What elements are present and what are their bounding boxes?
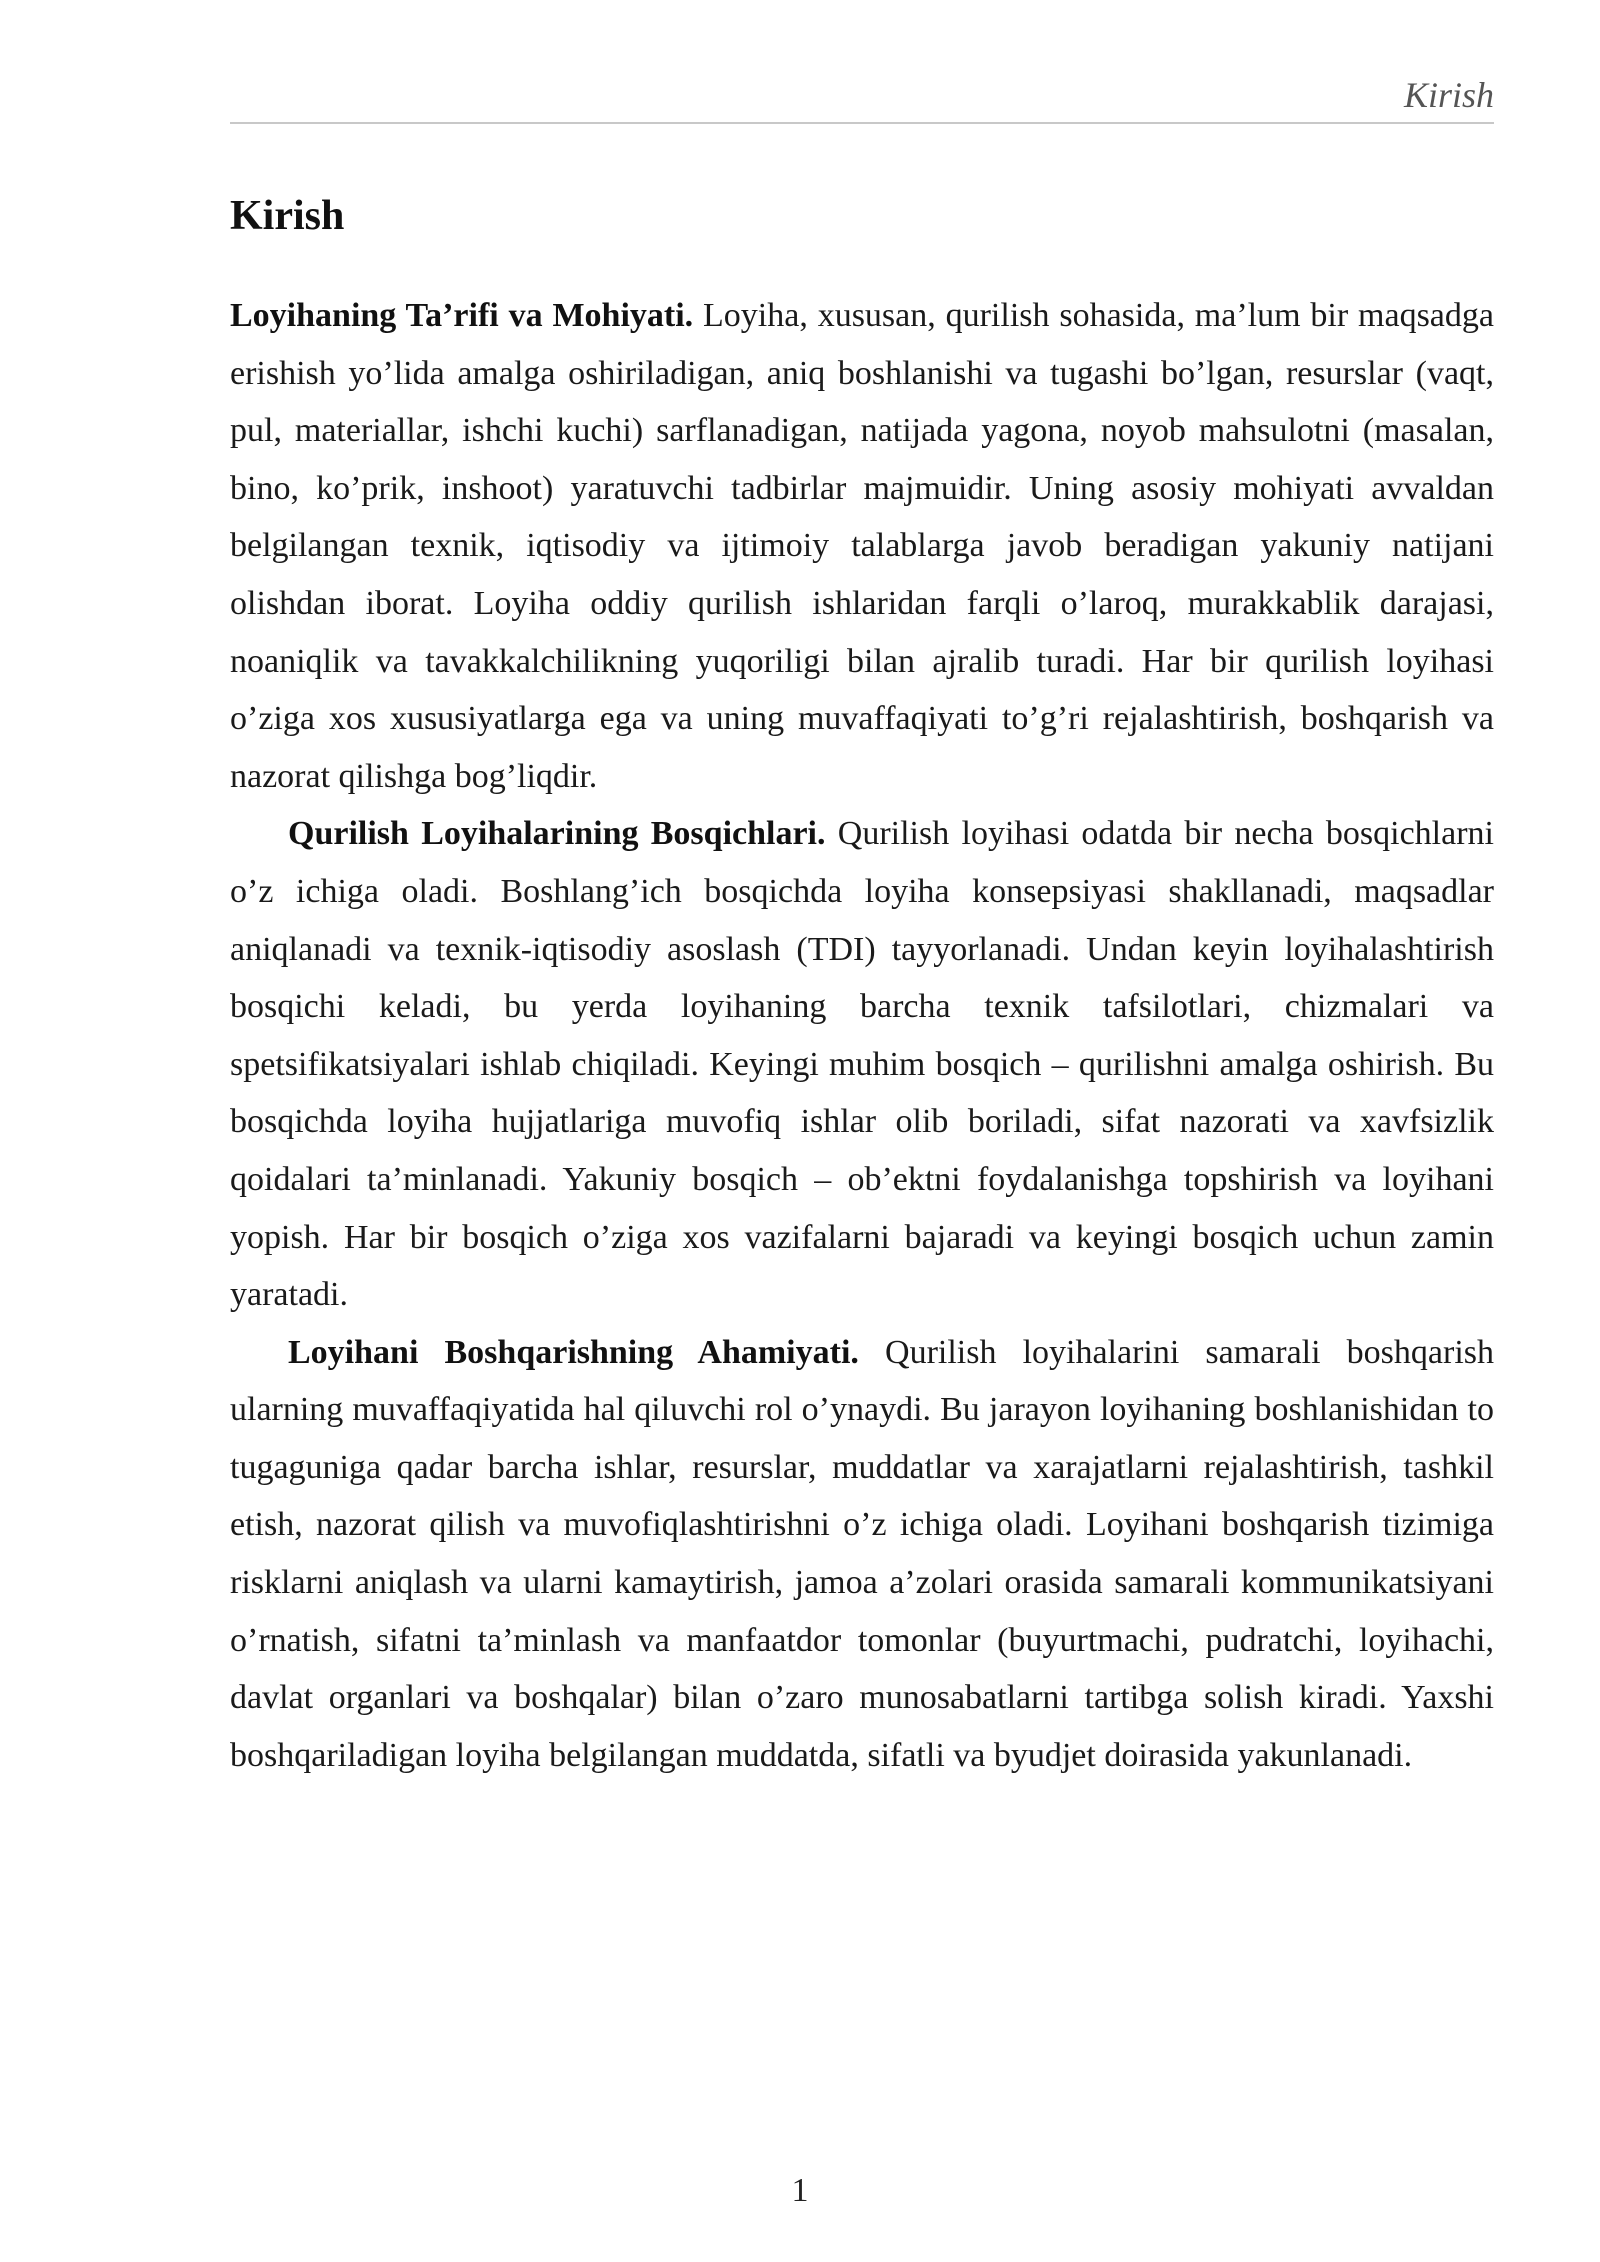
page-number: 1 — [791, 2172, 809, 2209]
paragraph-text: Qurilish loyihasi odatda bir necha bosqichlarni o’z ichiga oladi. Boshlang’ich bosqichda loyiha konsepsiyasi shakllanadi, maqsadlar aniqlanadi va texnik-iqtisodiy asoslash (TDI) tayyorlanadi. Undan keyin loyihalashtirish bosqichi keladi, bu yerda loyihaning barcha texnik tafsilotlari, chizmalari va spetsifikatsiyalari ishlab chiqiladi. Keyingi muhim bosqich – qurilishni amalga oshirish. Bu bosqichda loyiha hujjatlariga muvofiq ishlar olib boriladi, sifat nazorati va xavfsizlik qoidalari ta’minlanadi. Yakuniy bosqich – ob’ektni foydalanishga topshirish va loyihani yopish. Har bir bosqich o’ziga xos vazifalarni bajaradi va keyingi bosqich uchun zamin yaratadi. — [230, 815, 1494, 1314]
paragraph-stages — [230, 805, 1494, 1323]
running-header — [230, 66, 1494, 124]
section-title: Kirish — [230, 193, 345, 239]
paragraph-lead: Loyihaning Ta’rifi va Mohiyati. — [230, 297, 694, 334]
paragraph-lead: Loyihani Boshqarishning Ahamiyati. — [288, 1333, 859, 1371]
paragraph-text: Loyiha, xususan, qurilish sohasida, ma’lum bir maqsadga erishish yo’lida amalga oshiriladigan, aniq boshlanishi va tugashi bo’lgan, resurslar (vaqt, pul, materiallar, ishchi kuchi) sarflanadigan, natijada yagona, noyob mahsulotni (masalan, bino, ko’prik, inshoot) yaratuvchi tadbirlar majmuidir. Uning asosiy mohiyati avvaldan belgilangan texnik, iqtisodiy va ijtimoiy talablarga javob beradigan yakuniy natijani olishdan iborat. Loyiha oddiy qurilish ishlaridan farqli o’laroq, murakkablik darajasi, noaniqlik va tavakkalchilikning yuqoriligi bilan ajralib turadi. Har bir qurilish loyihasi o’ziga xos xususiyatlarga ega va uning muvaffaqiyati to’g’ri rejalashtirish, boshqarish va nazorat qilishga bog’liqdir. — [230, 297, 1494, 795]
paragraph-definition — [230, 287, 1494, 805]
running-header-title: Kirish — [1403, 75, 1494, 115]
body-text — [230, 287, 1494, 1784]
paragraph-text: Qurilish loyihalarini samarali boshqarish ularning muvaffaqiyatida hal qiluvchi rol o’ynaydi. Bu jarayon loyihaning boshlanishidan to tugaguniga qadar barcha ishlar, resurslar, muddatlar va xarajatlarni rejalashtirish, tashkil etish, nazorat qilish va muvofiqlashtirishni o’z ichiga oladi. Loyihani boshqarish tizimiga risklarni aniqlash va ularni kamaytirish, jamoa a’zolari orasida samarali kommunikatsiyani o’rnatish, sifatni ta’minlash va manfaatdor tomonlar (buyurtmachi, pudratchi, loyihachi, davlat organlari va boshqalar) bilan o’zaro munosabatlarni tartibga solish kiradi. Yaxshi boshqariladigan loyiha belgilangan muddatda, sifatli va byudjet doirasida yakunlanadi. — [230, 1333, 1495, 1774]
paragraph-lead: Qurilish Loyihalarining Bosqichlari. — [288, 815, 826, 853]
paragraph-management — [230, 1324, 1494, 1785]
